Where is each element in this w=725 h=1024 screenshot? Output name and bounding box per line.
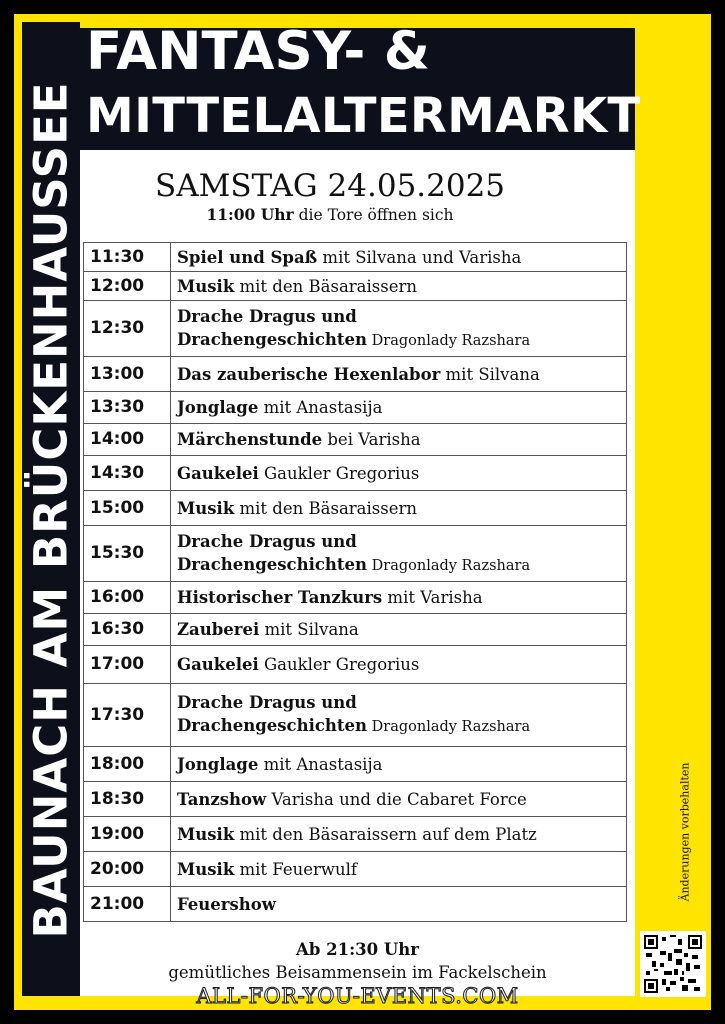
schedule-title: Historischer Tanzkurs	[177, 588, 383, 607]
event-date: SAMSTAG 24.05.2025	[154, 168, 506, 204]
schedule-performer: mit Silvana und Varisha	[317, 247, 522, 267]
schedule-row	[84, 456, 627, 491]
schedule-row	[84, 582, 627, 614]
schedule-description	[171, 243, 627, 272]
title-line-2: MITTELALTERMARKT	[86, 88, 641, 144]
schedule-row	[84, 526, 627, 582]
schedule-time: 17:00	[84, 646, 171, 684]
schedule-title: Märchenstunde	[177, 430, 323, 449]
opening-time: 11:00 Uhr	[206, 205, 294, 224]
schedule-row	[84, 301, 627, 357]
schedule-row	[84, 852, 627, 887]
schedule-time: 15:00	[84, 491, 171, 526]
schedule-title: Musik	[177, 859, 235, 879]
schedule-row	[84, 887, 627, 922]
schedule-performer: mit Silvana	[259, 620, 359, 639]
schedule-time: 19:00	[84, 817, 171, 852]
schedule-description	[171, 782, 627, 817]
schedule-row	[84, 272, 627, 301]
schedule-time: 15:30	[84, 526, 171, 582]
schedule-row	[84, 614, 627, 646]
schedule-row	[84, 684, 627, 747]
schedule-title: Jonglage	[177, 398, 259, 417]
schedule-title: Zauberei	[177, 620, 260, 639]
qr-code[interactable]	[640, 931, 706, 997]
schedule-performer: Dragonlady Razshara	[367, 557, 531, 574]
closing-text: gemütliches Beisammensein im Fackelschein	[168, 963, 547, 982]
schedule-title: Jonglage	[177, 754, 259, 774]
schedule-row	[84, 357, 627, 392]
schedule-time: 16:00	[84, 582, 171, 614]
schedule-title-line2: Drachengeschichten	[177, 716, 368, 735]
schedule-title: Musik	[177, 498, 235, 518]
schedule-time: 18:30	[84, 782, 171, 817]
schedule-time: 16:30	[84, 614, 171, 646]
schedule-row	[84, 747, 627, 782]
schedule-performer: Dragonlady Razshara	[367, 719, 531, 735]
schedule-performer: mit Feuerwulf	[234, 859, 358, 879]
schedule-time: 13:30	[84, 392, 171, 424]
schedule-description	[171, 646, 627, 684]
schedule-table	[83, 242, 627, 922]
schedule-performer: Varisha und die Cabaret Force	[266, 789, 527, 809]
schedule-time: 14:30	[84, 456, 171, 491]
schedule-description	[171, 852, 627, 887]
schedule-title: Gaukelei	[177, 463, 259, 483]
schedule-row	[84, 491, 627, 526]
schedule-description	[171, 424, 627, 456]
schedule-time: 12:00	[84, 272, 171, 301]
schedule-time: 18:00	[84, 747, 171, 782]
schedule-time: 14:00	[84, 424, 171, 456]
schedule-title-line2: Drachengeschichten	[177, 329, 368, 349]
schedule-row	[84, 646, 627, 684]
schedule-title: Musik	[177, 276, 235, 296]
schedule-time: 11:30	[84, 243, 171, 272]
schedule-time: 21:00	[84, 887, 171, 922]
closing-time: Ab 21:30 Uhr	[296, 940, 419, 959]
schedule-description	[171, 887, 627, 922]
schedule-description	[171, 357, 627, 392]
side-title: BAUNACH AM BRÜCKENHAUSSEE	[24, 81, 78, 939]
schedule-title: Tanzshow	[177, 789, 267, 809]
schedule-description	[171, 392, 627, 424]
schedule-time: 17:30	[84, 684, 171, 747]
schedule-description	[171, 491, 627, 526]
schedule-row	[84, 424, 627, 456]
schedule-performer: mit Varisha	[382, 588, 483, 607]
schedule-description	[171, 301, 627, 357]
schedule-performer: bei Varisha	[322, 430, 421, 449]
schedule-performer: Gaukler Gregorius	[258, 463, 420, 483]
schedule-title: Drache Dragus und	[177, 531, 357, 551]
schedule-row	[84, 782, 627, 817]
schedule-title: Musik	[177, 824, 235, 844]
schedule-time: 13:00	[84, 357, 171, 392]
opening-line	[80, 205, 580, 224]
schedule-title: Spiel und Spaß	[177, 247, 318, 267]
schedule-description	[171, 614, 627, 646]
schedule-title-line2: Drachengeschichten	[177, 554, 368, 574]
title-line-1: FANTASY- &	[86, 21, 430, 82]
qr-code-icon	[644, 935, 702, 993]
disclaimer-note: Änderungen vorbehalten	[678, 762, 692, 902]
schedule-time: 12:30	[84, 301, 171, 357]
website[interactable]: ALL-FOR-YOU-EVENTS.COM	[196, 984, 519, 1008]
schedule-title: Das zauberische Hexenlabor	[177, 364, 441, 384]
opening-text: die Tore öffnen sich	[293, 206, 454, 224]
schedule-performer: mit Silvana	[440, 364, 540, 384]
schedule-performer: Gaukler Gregorius	[258, 655, 420, 674]
schedule-description	[171, 747, 627, 782]
schedule-description	[171, 272, 627, 301]
schedule-panel	[80, 150, 635, 996]
schedule-description	[171, 526, 627, 582]
schedule-row	[84, 392, 627, 424]
schedule-description	[171, 456, 627, 491]
schedule-performer: mit den Bäsaraissern	[234, 276, 417, 296]
schedule-title: Feuershow	[177, 894, 276, 914]
schedule-row	[84, 817, 627, 852]
schedule-description	[171, 684, 627, 747]
schedule-performer: mit Anastasija	[258, 398, 383, 417]
schedule-title: Drache Dragus und	[177, 693, 357, 712]
schedule-description	[171, 817, 627, 852]
schedule-performer: mit Anastasija	[258, 754, 383, 774]
schedule-row	[84, 243, 627, 272]
schedule-performer: Dragonlady Razshara	[367, 332, 531, 349]
schedule-title: Drache Dragus und	[177, 306, 357, 326]
schedule-title: Gaukelei	[177, 655, 259, 674]
schedule-time: 20:00	[84, 852, 171, 887]
schedule-performer: mit den Bäsaraissern	[234, 498, 417, 518]
schedule-description	[171, 582, 627, 614]
schedule-performer: mit den Bäsaraissern auf dem Platz	[234, 824, 537, 844]
